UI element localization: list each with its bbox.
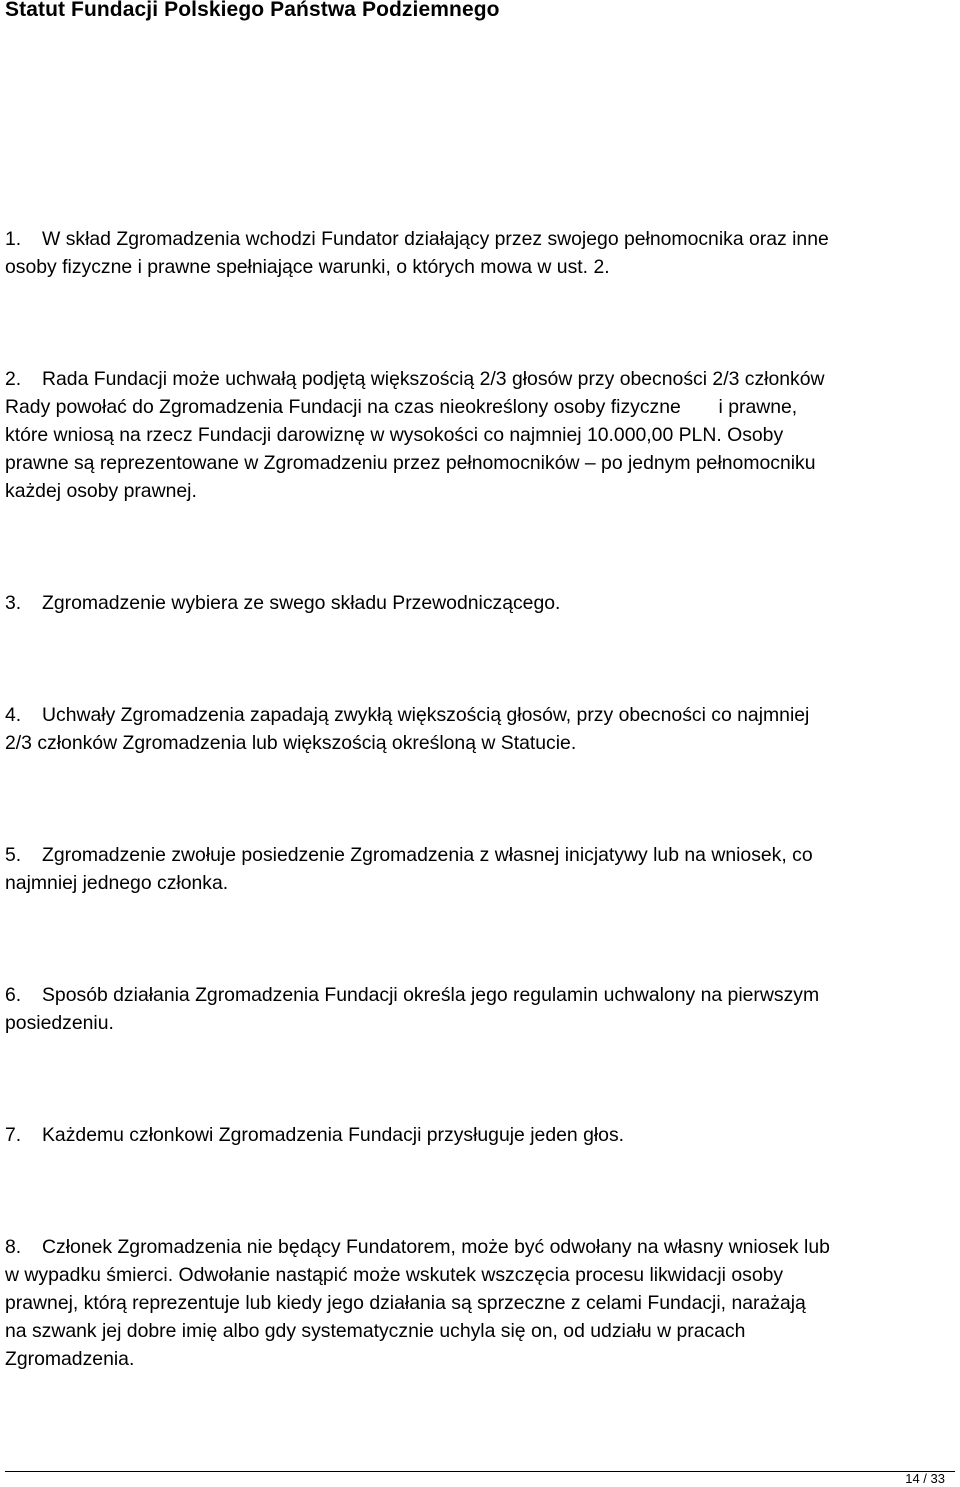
paragraph-4 — [5, 701, 955, 757]
paragraph-text: Członek Zgromadzenia nie będący Fundatorem, może być odwołany na własny wniosek lub w wypadku śmierci. Odwołanie nastąpić może wskutek wszczęcia procesu likwidacji osoby prawnej, którą reprezentuje lub kiedy jego działania są sprzeczne z celami Fundacji, narażają na szwank jej dobre imię albo gdy systematycznie uchyla się on, od udziału w pracach Zgromadzenia. — [5, 1236, 830, 1370]
paragraph-5 — [5, 841, 955, 897]
paragraph-text: Zgromadzenie zwołuje posiedzenie Zgromadzenia z własnej inicjatywy lub na wniosek, co najmniej jednego członka. — [5, 844, 813, 894]
paragraph-3 — [5, 589, 955, 617]
paragraph-number: 5. — [5, 844, 22, 866]
paragraph-number: 2. — [5, 368, 22, 390]
paragraph-6 — [5, 981, 955, 1037]
paragraph-text: Uchwały Zgromadzenia zapadają zwykłą większością głosów, przy obecności co najmniej 2/3 członków Zgromadzenia lub większością określoną w Statucie. — [5, 704, 810, 754]
paragraph-2 — [5, 365, 955, 505]
paragraph-text: Rada Fundacji może uchwałą podjętą większością 2/3 głosów przy obecności 2/3 członków Rady powołać do Zgromadzenia Fundacji na czas nieokreślony osoby fizyczne i prawne, które wniosą na rzecz Fundacji darowiznę w wysokości co najmniej 10.000,00 PLN. Osoby prawne są reprezentowane w Zgromadzeniu przez pełnomocników – po jednym pełnomocniku każdej osoby prawnej. — [5, 368, 825, 502]
paragraph-number: 4. — [5, 704, 22, 726]
paragraph-number: 1. — [5, 228, 22, 250]
paragraph-text: W skład Zgromadzenia wchodzi Fundator działający przez swojego pełnomocnika oraz inne osoby fizyczne i prawne spełniające warunki, o których mowa w ust. 2. — [5, 228, 829, 278]
paragraph-text: Sposób działania Zgromadzenia Fundacji określa jego regulamin uchwalony na pierwszym posiedzeniu. — [5, 984, 820, 1034]
paragraph-number: 6. — [5, 984, 22, 1006]
paragraph-1 — [5, 225, 955, 281]
paragraph-text: Każdemu członkowi Zgromadzenia Fundacji przysługuje jeden głos. — [42, 1124, 625, 1146]
footer-divider — [5, 1471, 955, 1472]
paragraph-number: 3. — [5, 592, 22, 614]
paragraph-number: 8. — [5, 1236, 22, 1258]
document-title: Statut Fundacji Polskiego Państwa Podziemnego — [5, 0, 500, 21]
page-number: 14 / 33 — [905, 1471, 945, 1486]
paragraph-7 — [5, 1121, 955, 1149]
paragraph-text: Zgromadzenie wybiera ze swego składu Przewodniczącego. — [42, 592, 561, 614]
paragraph-number: 7. — [5, 1124, 22, 1146]
document-body — [5, 225, 955, 1373]
paragraph-8 — [5, 1233, 955, 1373]
